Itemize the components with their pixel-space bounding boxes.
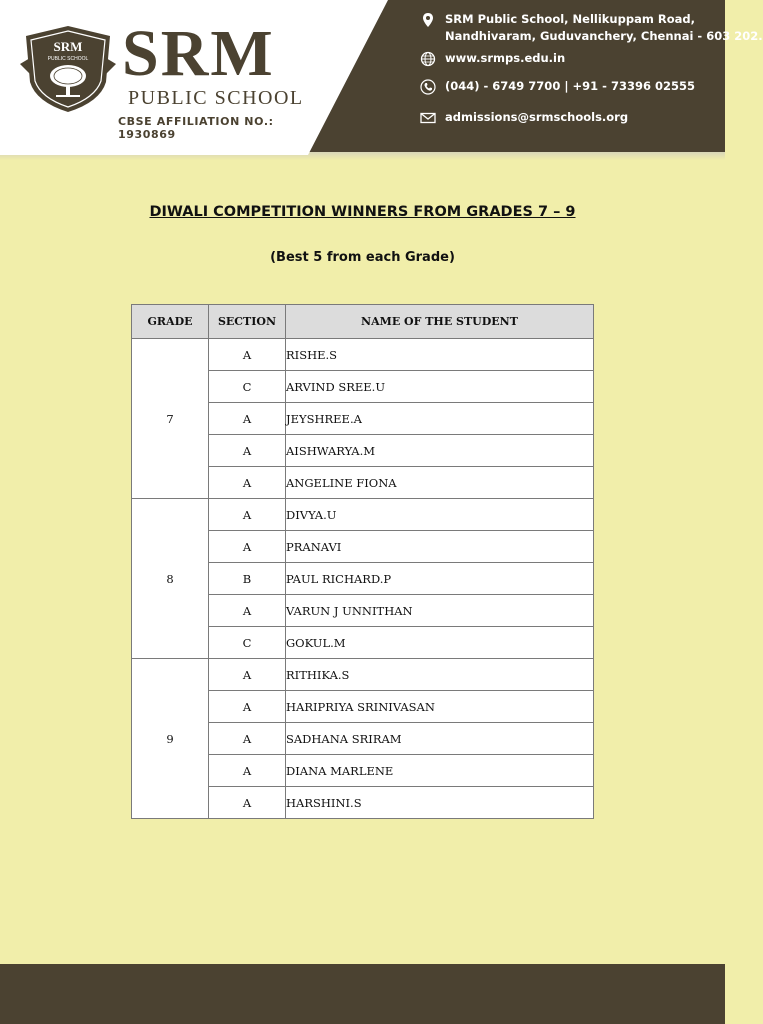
- website-link[interactable]: www.srmps.edu.in: [445, 51, 566, 65]
- header-name: NAME OF THE STUDENT: [286, 305, 594, 339]
- grade-cell: 9: [132, 659, 209, 819]
- school-logo: [14, 17, 314, 141]
- envelope-icon: [420, 110, 436, 126]
- school-crest-icon: [20, 24, 116, 114]
- student-name-cell: ANGELINE FIONA: [286, 467, 594, 499]
- section-cell: B: [209, 563, 286, 595]
- section-cell: A: [209, 787, 286, 819]
- section-cell: A: [209, 659, 286, 691]
- crest-text-bottom: PUBLIC SCHOOL: [47, 56, 89, 62]
- cbse-affiliation: CBSE AFFILIATION NO.: 1930869: [118, 115, 274, 141]
- student-name-cell: GOKUL.M: [286, 627, 594, 659]
- section-cell: A: [209, 499, 286, 531]
- table-row: [132, 499, 594, 531]
- section-cell: C: [209, 627, 286, 659]
- document-subtitle: (Best 5 from each Grade): [270, 250, 455, 265]
- section-cell: A: [209, 723, 286, 755]
- grade-cell: 7: [132, 339, 209, 499]
- student-name-cell: JEYSHREE.A: [286, 403, 594, 435]
- student-name-cell: AISHWARYA.M: [286, 435, 594, 467]
- section-cell: A: [209, 691, 286, 723]
- table-row: [132, 659, 594, 691]
- winners-table: [131, 304, 594, 819]
- table-row: [132, 339, 594, 371]
- email-link[interactable]: admissions@srmschools.org: [445, 110, 629, 124]
- document-title: DIWALI COMPETITION WINNERS FROM GRADES 7 – 9: [149, 204, 576, 220]
- student-name-cell: SADHANA SRIRAM: [286, 723, 594, 755]
- student-name-cell: RITHIKA.S: [286, 659, 594, 691]
- student-name-cell: VARUN J UNNITHAN: [286, 595, 594, 627]
- section-cell: A: [209, 755, 286, 787]
- section-cell: A: [209, 531, 286, 563]
- student-name-cell: PRANAVI: [286, 531, 594, 563]
- header-grade: GRADE: [132, 305, 209, 339]
- section-cell: C: [209, 371, 286, 403]
- location-pin-icon: [420, 12, 436, 28]
- grade-cell: 8: [132, 499, 209, 659]
- globe-icon: [420, 51, 436, 67]
- student-name-cell: ARVIND SREE.U: [286, 371, 594, 403]
- section-cell: A: [209, 339, 286, 371]
- section-cell: A: [209, 467, 286, 499]
- section-cell: A: [209, 435, 286, 467]
- crest-text-top: SRM: [53, 39, 83, 54]
- footer-band: [0, 964, 725, 1024]
- student-name-cell: PAUL RICHARD.P: [286, 563, 594, 595]
- header-section: SECTION: [209, 305, 286, 339]
- student-name-cell: HARSHINI.S: [286, 787, 594, 819]
- brand-name: SRM: [122, 17, 275, 90]
- phone-icon: [420, 79, 436, 95]
- student-name-cell: RISHE.S: [286, 339, 594, 371]
- address-line-1: SRM Public School, Nellikuppam Road,: [445, 12, 695, 26]
- section-cell: A: [209, 403, 286, 435]
- student-name-cell: DIANA MARLENE: [286, 755, 594, 787]
- student-name-cell: DIVYA.U: [286, 499, 594, 531]
- brand-subtitle: PUBLIC SCHOOL: [128, 87, 304, 109]
- table-header-row: [132, 305, 594, 339]
- section-cell: A: [209, 595, 286, 627]
- student-name-cell: HARIPRIYA SRINIVASAN: [286, 691, 594, 723]
- address-line-2: Nandhivaram, Guduvanchery, Chennai - 603 202.: [445, 29, 763, 43]
- phone-numbers[interactable]: (044) - 6749 7700 | +91 - 73396 02555: [445, 79, 695, 93]
